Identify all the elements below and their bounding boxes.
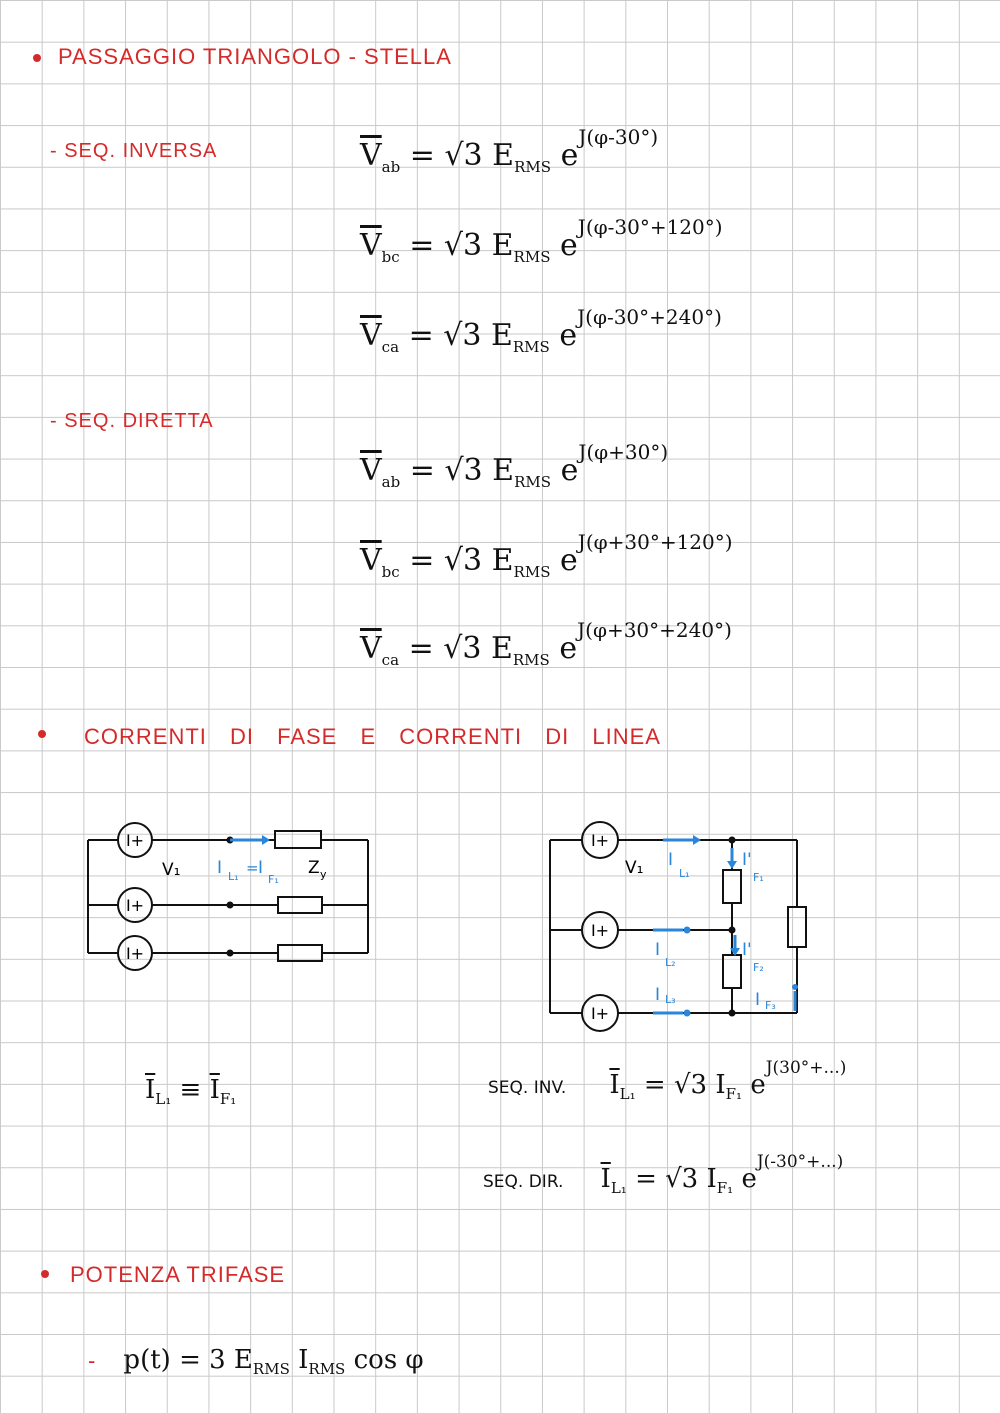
current-il3-label: I xyxy=(655,985,661,1005)
relation-dir-eq xyxy=(600,1152,844,1197)
current-if1-sub: F₁ xyxy=(753,871,764,884)
eq-sub: bc xyxy=(381,563,400,581)
source-label: I+ xyxy=(125,944,145,963)
eq-exp: J(φ-30°+120°) xyxy=(577,215,723,239)
eq-lhs: $\overline{V}$ xyxy=(360,138,382,173)
current-il1-label: I xyxy=(217,858,223,878)
eq-sub: bc xyxy=(381,248,400,266)
eq-e: e xyxy=(560,543,578,578)
eq-exp: J(φ+30°+240°) xyxy=(577,618,732,642)
rel-op: ≡ xyxy=(179,1075,202,1105)
rel-b-sub: F₁ xyxy=(725,1084,743,1103)
eq-lhs: $\overline{V}$ xyxy=(360,543,382,578)
current-if1-label: I xyxy=(258,858,264,878)
current-if3-sub: F₃ xyxy=(765,999,776,1012)
rel-e: e xyxy=(750,1069,766,1100)
eq-exp: J(φ+30°) xyxy=(578,440,669,464)
eq-rms: RMS xyxy=(513,248,551,266)
rel-b-sub: F₁ xyxy=(716,1178,734,1197)
rel-exp: J(-30°+...) xyxy=(756,1152,844,1172)
rel-a-sub: L₁ xyxy=(610,1178,627,1197)
eq-lhs: $\overline{V}$ xyxy=(360,228,382,263)
current-if3-label: I xyxy=(755,990,761,1010)
relation-inv-label: SEQ. INV. xyxy=(488,1077,567,1098)
eq-inv-vab xyxy=(360,125,659,176)
eq-rms: RMS xyxy=(512,651,550,669)
source-label: I+ xyxy=(125,831,145,850)
eq-e: e xyxy=(560,138,579,173)
eq-sub: ca xyxy=(381,651,400,669)
eq-rms: RMS xyxy=(513,563,551,581)
source-label: I+ xyxy=(590,921,610,940)
relation-dir-label: SEQ. DIR. xyxy=(483,1171,564,1192)
bullet-s1 xyxy=(33,54,41,62)
eq-mid: = √3 E xyxy=(409,228,514,263)
rel-a: $\overline{I}$ xyxy=(609,1069,620,1100)
rel-b-sub: F₁ xyxy=(219,1090,237,1109)
equals-sign: = xyxy=(246,859,259,877)
voltage-v1-label: V₁ xyxy=(162,860,181,880)
label-seq-inversa: - SEQ. INVERSA xyxy=(50,140,218,162)
eq-e: e xyxy=(559,631,578,666)
power-rms1: RMS xyxy=(252,1360,290,1379)
eq-lhs: $\overline{V}$ xyxy=(360,631,382,666)
circuit-delta-diagram xyxy=(545,815,815,1045)
section-title-potenza: POTENZA TRIFASE xyxy=(70,1262,286,1287)
bullet-s2 xyxy=(38,730,46,738)
current-if2-label: I' xyxy=(742,940,752,960)
eq-sub: ca xyxy=(381,338,400,356)
rel-a-sub: L₁ xyxy=(155,1090,172,1109)
eq-mid: = √3 E xyxy=(409,138,515,173)
current-il3-sub: L₃ xyxy=(665,993,676,1006)
power-formula xyxy=(123,1345,424,1379)
eq-inv-vca xyxy=(360,305,722,356)
current-if1-sub: F₁ xyxy=(268,873,279,886)
relation-inv-row xyxy=(488,1058,847,1103)
eq-sub: ab xyxy=(381,473,401,491)
label-seq-diretta: - SEQ. DIRETTA xyxy=(50,410,214,432)
eq-sub: ab xyxy=(381,158,401,176)
impedance-zy-label: Z xyxy=(308,858,320,878)
current-il2-label: I xyxy=(655,940,661,960)
relation-dir-row xyxy=(483,1152,844,1197)
eq-lhs: $\overline{V}$ xyxy=(360,318,382,353)
rel-e: e xyxy=(741,1163,757,1194)
rel-b: $\overline{I}$ xyxy=(209,1075,220,1105)
source-label: I+ xyxy=(590,1004,610,1023)
relation-inv-eq xyxy=(609,1058,847,1103)
power-formula-row xyxy=(88,1345,424,1378)
source-label: I+ xyxy=(125,896,145,915)
current-if1-label: I' xyxy=(742,850,752,870)
voltage-v1-label: V₁ xyxy=(625,858,644,878)
source-label: I+ xyxy=(590,831,610,850)
eq-e: e xyxy=(560,453,579,488)
eq-exp: J(φ-30°) xyxy=(578,125,659,149)
power-tail: cos φ xyxy=(353,1345,424,1375)
eq-exp: J(φ+30°+120°) xyxy=(577,530,733,554)
rel-mid: = √3 I xyxy=(643,1069,726,1100)
eq-rms: RMS xyxy=(512,338,550,356)
eq-rms: RMS xyxy=(514,158,552,176)
bullet-s3 xyxy=(41,1270,49,1278)
rel-exp: J(30°+...) xyxy=(765,1058,847,1078)
eq-mid: = √3 E xyxy=(408,318,513,353)
eq-mid: = √3 E xyxy=(409,453,515,488)
power-rms2: RMS xyxy=(308,1360,346,1379)
power-lhs: p(t) xyxy=(123,1345,171,1375)
eq-inv-vbc xyxy=(360,215,723,266)
current-il2-sub: L₂ xyxy=(665,956,676,969)
relation-line-equals-phase xyxy=(145,1075,236,1108)
eq-dir-vab xyxy=(360,440,669,491)
eq-mid: = √3 E xyxy=(409,543,514,578)
eq-rms: RMS xyxy=(514,473,552,491)
eq-lhs: $\overline{V}$ xyxy=(360,453,382,488)
eq-dir-vca xyxy=(360,618,732,669)
circuit-star-diagram xyxy=(80,815,390,985)
eq-e: e xyxy=(559,318,578,353)
rel-a: $\overline{I}$ xyxy=(145,1075,156,1105)
power-mid: = 3 E xyxy=(179,1345,253,1375)
power-i: I xyxy=(298,1345,309,1375)
rel-mid: = √3 I xyxy=(635,1163,717,1194)
rel-a-sub: L₁ xyxy=(619,1084,636,1103)
power-dash: - xyxy=(88,1348,97,1373)
rel-a: $\overline{I}$ xyxy=(600,1163,611,1194)
current-il1-sub: L₁ xyxy=(228,870,239,883)
eq-exp: J(φ-30°+240°) xyxy=(577,305,722,329)
current-il1-sub: L₁ xyxy=(679,867,690,880)
eq-e: e xyxy=(560,228,578,263)
current-if2-sub: F₂ xyxy=(753,961,764,974)
section-title-correnti: CORRENTI DI FASE E CORRENTI DI LINEA xyxy=(84,724,661,749)
impedance-zy-sub: y xyxy=(320,868,327,881)
eq-mid: = √3 E xyxy=(408,631,513,666)
eq-dir-vbc xyxy=(360,530,733,581)
section-title-triangolo-stella: PASSAGGIO TRIANGOLO - STELLA xyxy=(58,44,452,69)
current-il1-label: I xyxy=(668,850,674,870)
